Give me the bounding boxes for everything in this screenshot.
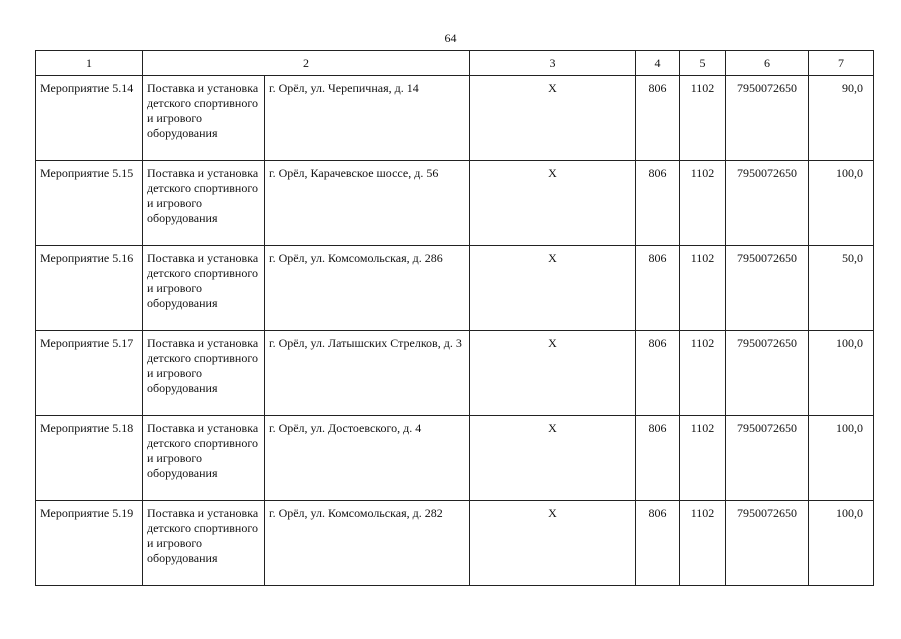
col4-cell: 806 xyxy=(636,76,680,161)
col7-cell: 100,0 xyxy=(809,161,874,246)
event-cell: Мероприятие 5.17 xyxy=(36,331,143,416)
description-cell: Поставка и установка детского спортивного и игрового оборудования xyxy=(143,161,265,246)
col3-cell: Х xyxy=(470,76,636,161)
col6-cell: 7950072650 xyxy=(726,76,809,161)
col3-cell: Х xyxy=(470,416,636,501)
col7-cell: 100,0 xyxy=(809,416,874,501)
header-cell-5: 5 xyxy=(680,51,726,76)
col4-cell: 806 xyxy=(636,331,680,416)
address-cell: г. Орёл, Карачевское шоссе, д. 56 xyxy=(265,161,470,246)
col3-cell: Х xyxy=(470,246,636,331)
description-cell: Поставка и установка детского спортивного и игрового оборудования xyxy=(143,501,265,586)
table-row xyxy=(36,501,874,586)
table-row xyxy=(36,416,874,501)
header-cell-1: 1 xyxy=(36,51,143,76)
col3-cell: Х xyxy=(470,161,636,246)
event-cell: Мероприятие 5.19 xyxy=(36,501,143,586)
header-cell-6: 6 xyxy=(726,51,809,76)
col6-cell: 7950072650 xyxy=(726,501,809,586)
col7-cell: 100,0 xyxy=(809,501,874,586)
col7-cell: 50,0 xyxy=(809,246,874,331)
address-cell: г. Орёл, ул. Комсомольская, д. 282 xyxy=(265,501,470,586)
header-cell-2: 2 xyxy=(143,51,470,76)
address-cell: г. Орёл, ул. Комсомольская, д. 286 xyxy=(265,246,470,331)
header-row xyxy=(36,51,874,76)
header-cell-3: 3 xyxy=(470,51,636,76)
table-row xyxy=(36,331,874,416)
col4-cell: 806 xyxy=(636,161,680,246)
col5-cell: 1102 xyxy=(680,246,726,331)
col6-cell: 7950072650 xyxy=(726,331,809,416)
col6-cell: 7950072650 xyxy=(726,246,809,331)
col5-cell: 1102 xyxy=(680,501,726,586)
col5-cell: 1102 xyxy=(680,161,726,246)
table-row xyxy=(36,76,874,161)
address-cell: г. Орёл, ул. Черепичная, д. 14 xyxy=(265,76,470,161)
col6-cell: 7950072650 xyxy=(726,161,809,246)
col7-cell: 100,0 xyxy=(809,331,874,416)
header-cell-7: 7 xyxy=(809,51,874,76)
col5-cell: 1102 xyxy=(680,76,726,161)
col3-cell: Х xyxy=(470,331,636,416)
col4-cell: 806 xyxy=(636,416,680,501)
col6-cell: 7950072650 xyxy=(726,416,809,501)
event-cell: Мероприятие 5.15 xyxy=(36,161,143,246)
description-cell: Поставка и установка детского спортивного и игрового оборудования xyxy=(143,331,265,416)
address-cell: г. Орёл, ул. Достоевского, д. 4 xyxy=(265,416,470,501)
event-cell: Мероприятие 5.16 xyxy=(36,246,143,331)
event-cell: Мероприятие 5.18 xyxy=(36,416,143,501)
col5-cell: 1102 xyxy=(680,331,726,416)
event-cell: Мероприятие 5.14 xyxy=(36,76,143,161)
address-cell: г. Орёл, ул. Латышских Стрелков, д. 3 xyxy=(265,331,470,416)
col5-cell: 1102 xyxy=(680,416,726,501)
col3-cell: Х xyxy=(470,501,636,586)
description-cell: Поставка и установка детского спортивного и игрового оборудования xyxy=(143,416,265,501)
budget-table xyxy=(35,50,874,586)
page-number: 64 xyxy=(444,31,457,45)
description-cell: Поставка и установка детского спортивного и игрового оборудования xyxy=(143,246,265,331)
table-row xyxy=(36,161,874,246)
col4-cell: 806 xyxy=(636,246,680,331)
col4-cell: 806 xyxy=(636,501,680,586)
col7-cell: 90,0 xyxy=(809,76,874,161)
header-cell-4: 4 xyxy=(636,51,680,76)
table-row xyxy=(36,246,874,331)
description-cell: Поставка и установка детского спортивного и игрового оборудования xyxy=(143,76,265,161)
